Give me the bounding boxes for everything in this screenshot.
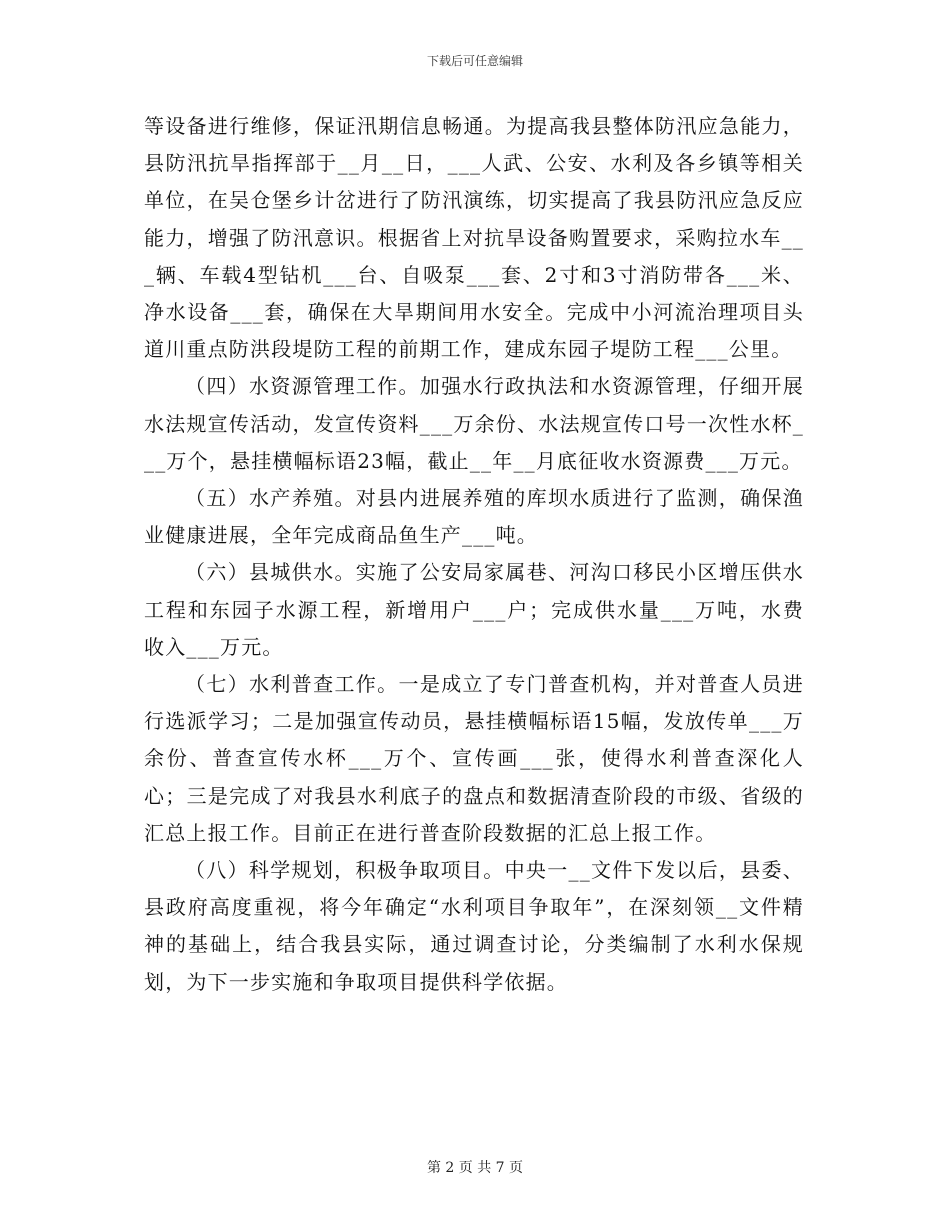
page-header-note: 下载后可任意编辑	[426, 54, 523, 68]
paragraph-water-resources: （四）水资源管理工作。加强水行政执法和水资源管理，仔细开展水法规宣传活动，发宣传资料___万余份、水法规宣传口号一次性水杯___万个，悬挂横幅标语23幅，截止__年__月底征收水资源费___万元。	[144, 374, 804, 473]
paragraph-water-supply: （六）县城供水。实施了公安局家属巷、河沟口移民小区增压供水工程和东园子水源工程，新增用户___户；完成供水量___万吨，水费收入___万元。	[144, 560, 804, 659]
page-number: 第 2 页 共 7 页	[426, 1160, 524, 1176]
document-body	[144, 108, 804, 1001]
paragraph-flood-control: 等设备进行维修，保证汛期信息畅通。为提高我县整体防汛应急能力，县防汛抗旱指挥部于__月__日，___人武、公安、水利及各乡镇等相关单位，在吴仓堡乡计岔进行了防汛演练，切实提高了我县防汛应急反应能力，增强了防汛意识。根据省上对抗旱设备购置要求，采购拉水车___辆、车载4型钻机___台、自吸泵___套、2寸和3寸消防带各___米、净水设备___套，确保在大旱期间用水安全。完成中小河流治理项目头道川重点防洪段堤防工程的前期工作，建成东园子堤防工程___公里。	[144, 114, 804, 362]
paragraph-aquaculture: （五）水产养殖。对县内进展养殖的库坝水质进行了监测，确保渔业健康进展，全年完成商品鱼生产___吨。	[144, 486, 804, 548]
paragraph-planning: （八）科学规划，积极争取项目。中央一__文件下发以后，县委、县政府高度重视，将今年确定“水利项目争取年”，在深刻领__文件精神的基础上，结合我县实际，通过调查讨论，分类编制了水利水保规划，为下一步实施和争取项目提供科学依据。	[144, 858, 804, 994]
paragraph-water-census: （七）水利普查工作。一是成立了专门普查机构，并对普查人员进行选派学习；二是加强宣传动员，悬挂横幅标语15幅，发放传单___万余份、普查宣传水杯___万个、宣传画___张，使得水利普查深化人心；三是完成了对我县水利底子的盘点和数据清查阶段的市级、省级的汇总上报工作。目前正在进行普查阶段数据的汇总上报工作。	[144, 672, 804, 845]
